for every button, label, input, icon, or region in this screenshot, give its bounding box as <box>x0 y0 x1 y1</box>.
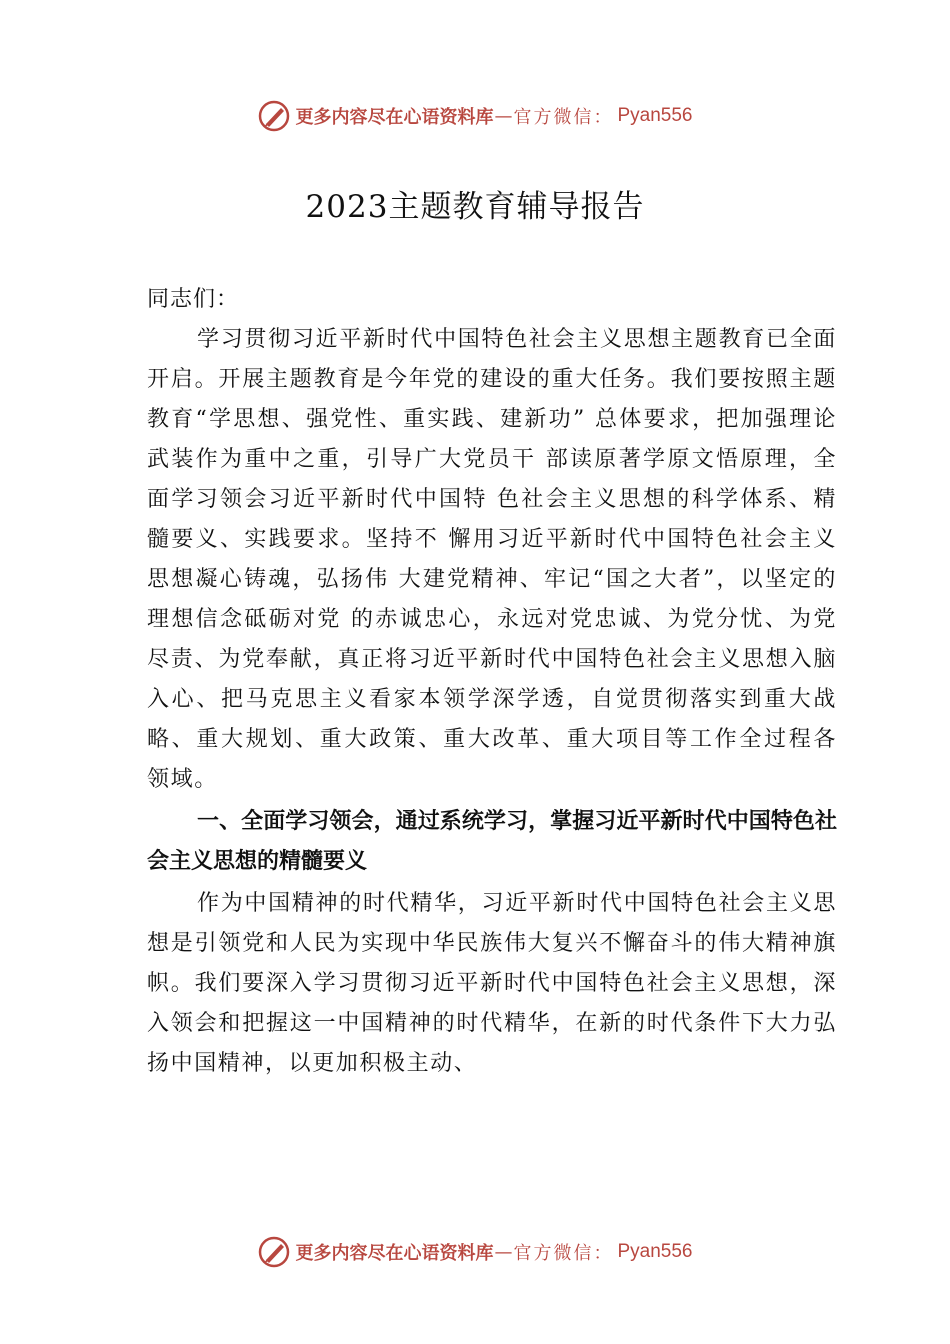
header-watermark <box>0 96 950 136</box>
document-body <box>147 280 837 1084</box>
paragraph-2: 作为中国精神的时代精华，习近平新时代中国特色社会主义思想是引领党和人民为实现中华民族伟大复兴不懈奋斗的伟大精神旗帜。我们要深入学习贯彻习近平新时代中国特色社会主义思想，深入领会和把握这一中国精神的时代精华，在新的时代条件下大力弘扬中国精神，以更加积极主动、 <box>147 891 837 1076</box>
salutation: 同志们： <box>147 287 240 312</box>
watermark-label: 官方微信： <box>513 1243 614 1264</box>
watermark-dash: — <box>494 1241 513 1263</box>
paragraph-1: 学习贯彻习近平新时代中国特色社会主义思想主题教育已全面开启。开展主题教育是今年党的建设的重大任务。我们要按照主题教育“学思想、强党性、重实践、建新功” 总体要求，把加强理论武装作为重中之重，引导广大党员干 部读原著学原文悟原理，全面学习领会习近平新时代中国特 色社会主义思想的科学体系、精髓要义、实践要求。坚持不 懈用习近平新时代中国特色社会主义思想凝心铸魂，弘扬伟 大建党精神、牢记“国之大者”，以坚定的理想信念砥砺对党 的赤诚忠心，永远对党忠诚、为党分忧、为党尽责、为党奉献，真正将习近平新时代中国特色社会主义思想入脑入心、把马克思主义看家本领学深学透，自觉贯彻落实到重大战略、重大规划、重大政策、重大改革、重大项目等工作全过程各 领域。 <box>147 327 837 792</box>
watermark-brand-text: 更多内容尽在心语资料库 <box>295 107 494 128</box>
watermark-dash: — <box>494 105 513 127</box>
pen-circle-logo-icon <box>257 99 291 133</box>
pen-circle-logo-icon <box>257 1235 291 1269</box>
watermark-wechat-id: Pyan556 <box>617 1241 693 1262</box>
watermark-wechat-id: Pyan556 <box>617 105 693 126</box>
watermark-label: 官方微信： <box>513 107 614 128</box>
footer-watermark <box>0 1232 950 1272</box>
document-title: 2023主题教育辅导报告 <box>305 189 645 225</box>
watermark-brand-text: 更多内容尽在心语资料库 <box>295 1243 494 1264</box>
section-1-heading: 一、全面学习领会，通过系统学习，掌握习近平新时代中国特色社会主义思想的精髓要义 <box>147 809 837 874</box>
